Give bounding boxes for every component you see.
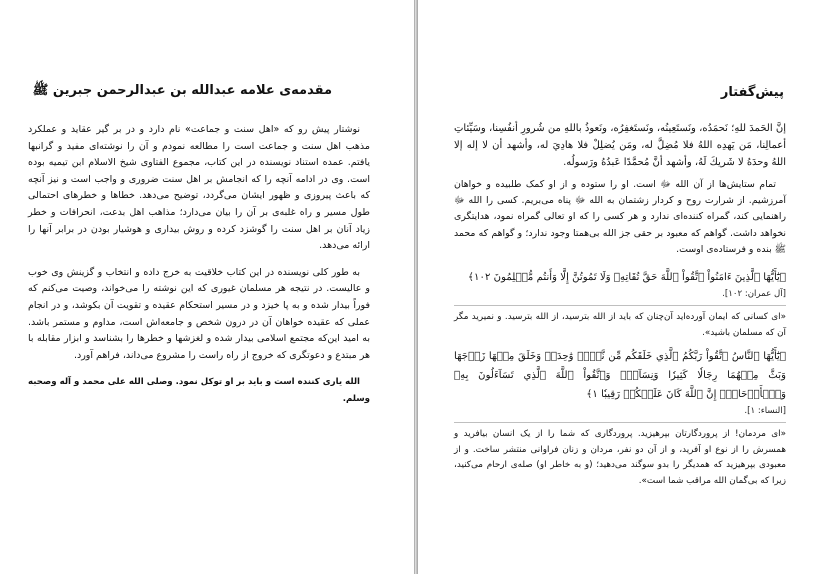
arabic-opening: إنَّ الحَمدَ للهِ؛ نَحمَدُه، ونَستَعِينُه، ونَستَغفِرُه، ونَعوذُ باللهِ من شُرورِ أنفُسِنا، وسَيِّئاتِ أعمالِنا، مَن يَهدِه اللهُ فلا مُضِلَّ له، ومَن يُضلِلْ فلا هادِيَ له، وأشهد أن لا إله إلا اللهُ وحدَهُ لا شَريكَ لَهُ، وأشهد أنَّ مُحمَّدًا عَبدُهُ ورَسولُه. (454, 123, 786, 168)
divider (454, 305, 786, 306)
left-paragraph-1: نوشتار پیش رو که «اهل سنت و جماعت» نام دارد و در بر گیر عقاید و عملکرد مذهب اهل سنت و جماعت است را مطالعه نمودم و آن را نوشته‌ای مفید و گرانبها یافتم. عمده استناد نویسنده در این کتاب، مجموع الفتاوی شیخ الاسلام ابن تیمیه بوده است. وی در ادامه آنچه را که انجامش بر اهل سنت ضروری و واجب است و نیز آنچه که باعث پیروزی و ظهور ایشان می‌گردد، توضیح می‌دهد. خطاها و خطرهای احتمالی طول مسیر و راه غلبه‌ی بر آن را بیان می‌دارد؛ مذاهب اهل بدعت، انحرافات و خطر زیاد آنان بر اهل سنت را گوشزد کرده و روش بیداری و هوشیار بودن در برابر آنها را ارائه می‌دهد. (28, 124, 370, 252)
quran-verse-2: ﴿يَٰٓأَيُّهَا ٱلنَّاسُ ٱتَّقُواْ رَبَّكُمُ ٱلَّذِي خَلَقَكُم مِّن نَّفۡسٖ وَٰحِدَةٖ وَخَلَقَ مِنۡهَا زَوۡجَهَا وَبَثَّ مِنۡهُمَا رِجَالٗا كَثِيرٗا وَنِسَآءٗۚ وَٱتَّقُواْ ٱللَّهَ ٱلَّذِي تَسَآءَلُونَ بِهِۦ وَٱلۡأَرۡحَامَۚ إِنَّ ٱللَّهَ كَانَ عَلَيۡكُمۡ رَقِيبٗا ١﴾ (454, 351, 786, 401)
right-page-title: پیش‌گفتار (720, 85, 784, 100)
right-paragraph-1: تمام ستایش‌ها از آن الله ﷻ است. او را ستوده و از او کمک طلبیده و خواهان آمرزشیم. از شرارت روح و کردار زشتمان به الله ﷻ پناه می‌بریم. کسی را الله ﷻ راهنمایی کند، گمراه کننده‌ای ندارد و هر کسی را که او تعالی گمراه نمود، هدایتگری نخواهد داشت. گواهم که معبود بر حقی جز الله بی‌همتا وجود ندارد؛ و گواهم که محمد ﷺ بنده و فرستاده‌ی اوست. (454, 179, 786, 255)
verse-2-translation: «ای مردمان! از پروردگارتان بپرهیزید. پروردگاری که شما را از یک انسان بیافرید و همسرش را از نوع او آفرید، و از آن دو نفر، مردان و زنان فراوانی منتشر ساخت. و از معبودی بپرهیزید که همدیگر را بدو سوگند می‌دهید؛ (و به خاطر او) صله‌ی ارحام می‌کنید، زیرا که بی‌گمان الله مراقب شما است». (454, 429, 786, 486)
left-paragraph-2: به طور کلی نویسنده در این کتاب خلاقیت به خرج داده و انتخاب و گزینش وی خوب و عالیست. در نتیجه هر مسلمان غیوری که این نوشته را می‌خواند، وصیت می‌کنم که فوراً بیدار شده و به پا خیزد و در مسیر استحکام عقیده و تقویت آن بکوشد، و در انجام عملی که عقیده خواهان آن در درون شخص و جامعه‌اش است، مداوم و مستمر باشد. به امید این‌که مجتمع اسلامی بیدار شده و لغزشها و خطرها را بشناسد و ابزار مقابله با هر مبتدع و دعوتگری که خروج از راه راست را مشروع می‌داند، فراهم آورد. (28, 266, 370, 361)
right-page-body (454, 120, 786, 495)
right-page (418, 0, 826, 574)
left-closing-line: الله یاری کننده است و باید بر او توکل نمود. وصلی الله علی محمد و آله وصحبه وسلم. (28, 377, 370, 404)
verse-2-citation: [النساء: ۱]. (744, 406, 786, 417)
left-page-title: مقدمه‌ی علامه عبدالله بن عبدالرحمن جبرین ﷺ (32, 83, 332, 98)
verse-1-translation: «ای کسانی که ایمان آورده‌اید آن‌چنان که باید از الله بترسید، از الله بترسید. و نمیرید مگر آن که مسلمان باشید». (454, 312, 786, 338)
verse-1-citation: [آل عمران: ۱۰۲]. (722, 289, 786, 300)
divider (454, 422, 786, 423)
quran-verse-1: ﴿يَٰٓأَيُّهَا ٱلَّذِينَ ءَامَنُواْ ٱتَّقُواْ ٱللَّهَ حَقَّ تُقَاتِهِۦ وَلَا تَمُوتُنَّ إِلَّا وَأَنتُم مُّسۡلِمُونَ ١٠٢﴾ (468, 272, 786, 284)
left-page-body (28, 122, 370, 416)
